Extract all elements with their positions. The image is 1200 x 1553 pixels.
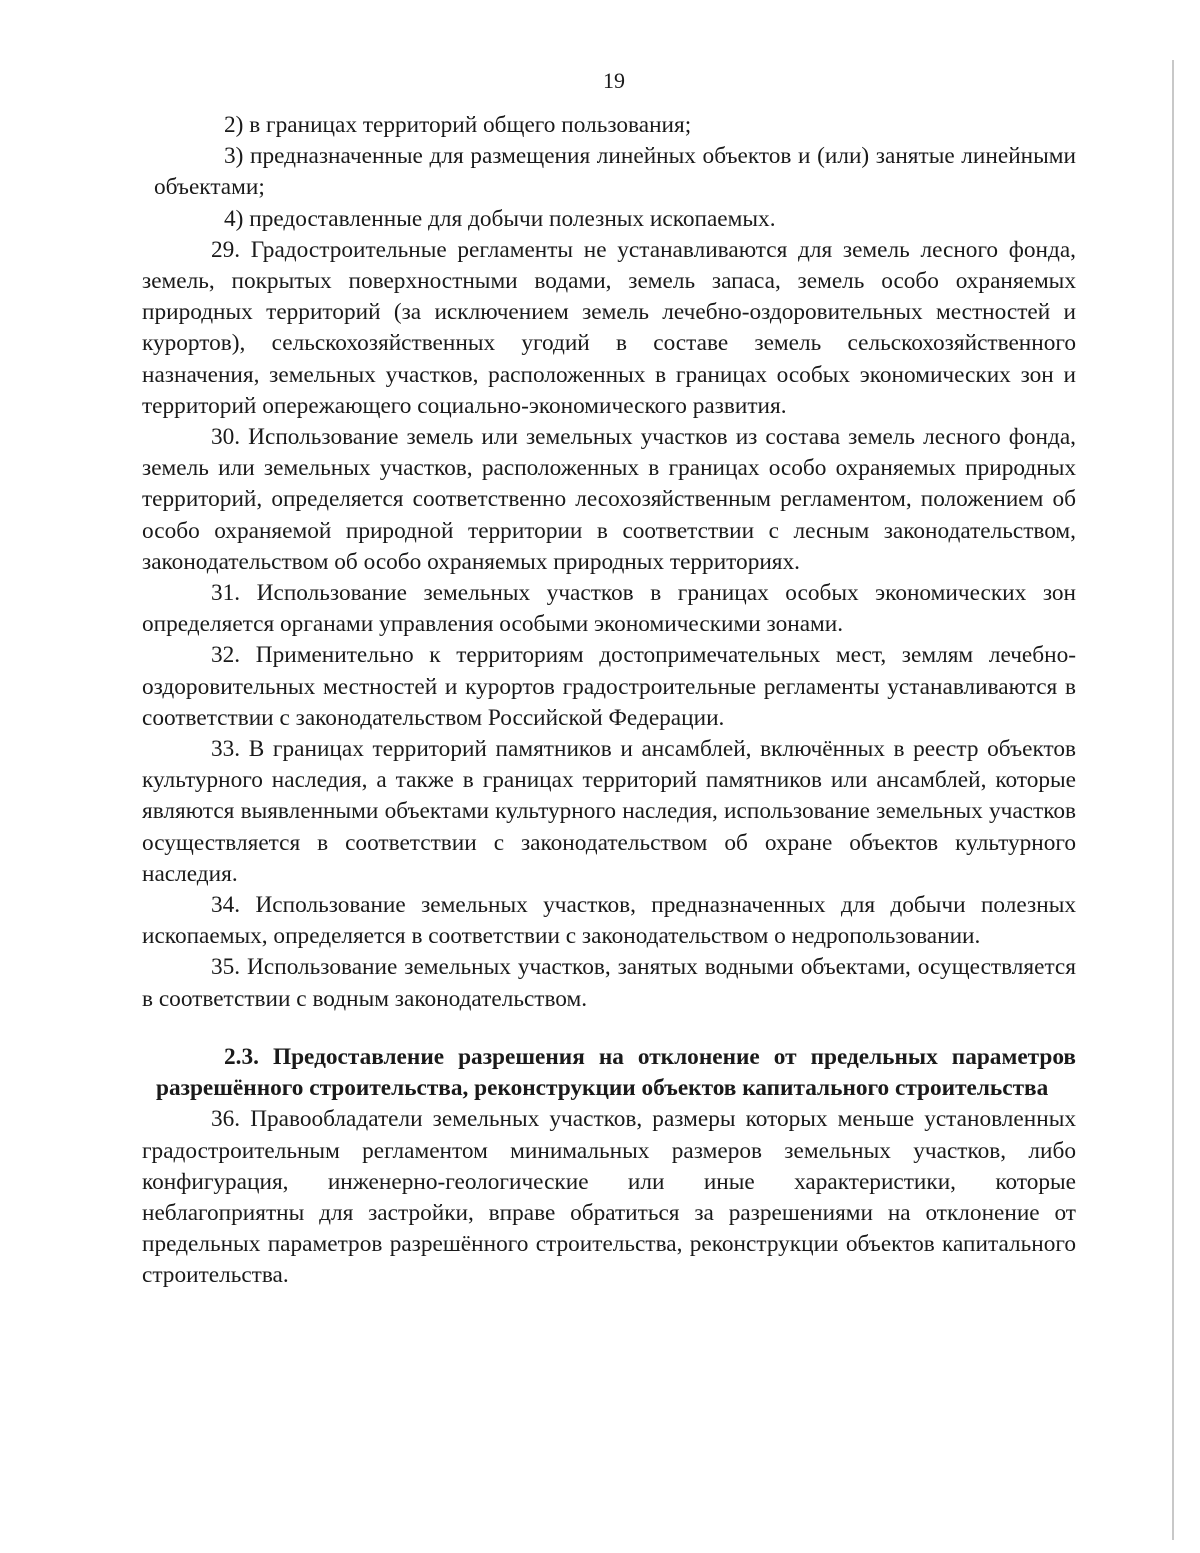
list-item-3: 3) предназначенные для размещения линейных объектов и (или) занятые линейными объектами; (154, 143, 1076, 201)
paragraph-36: 36. Правообладатели земельных участков, размеры которых меньше установленных градостроительным регламентом минимальных размеров земельных участков, либо конфигурация, инженерно-геологические или иные характеристики, которые неблагоприятны для застройки, вправе обратиться за разрешениями на отклонение от предельных параметров разрешённого строительства, реконструкции объектов капитального строительства. (142, 1106, 1076, 1289)
paragraph-29: 29. Градостроительные регламенты не устанавливаются для земель лесного фонда, земель, покрытых поверхностными водами, земель запаса, земель особо охраняемых природных территорий (за исключением земель лечебно-оздоровительных местностей и курортов), сельскохозяйственных угодий в составе земель сельскохозяйственного назначения, земельных участков, расположенных в границах особых экономических зон и территорий опережающего социально-экономического развития. (142, 236, 1076, 419)
paragraph-31: 31. Использование земельных участков в границах особых экономических зон определяется органами управления особыми экономическими зонами. (142, 580, 1076, 638)
paragraph-34: 34. Использование земельных участков, предназначенных для добычи полезных ископаемых, определяется в соответствии с законодательством о недропользовании. (142, 892, 1076, 950)
paragraph-32: 32. Применительно к территориям достопримечательных мест, землям лечебно-оздоровительных местностей и курортов градостроительные регламенты устанавливаются в соответствии с законодательством Российской Федерации. (142, 642, 1076, 731)
paragraph-35: 35. Использование земельных участков, занятых водными объектами, осуществляется в соответствии с водным законодательством. (142, 954, 1076, 1012)
paragraph-33: 33. В границах территорий памятников и ансамблей, включённых в реестр объектов культурного наследия, а также в границах территорий памятников или ансамблей, которые являются выявленными объектами культурного наследия, использование земельных участков осуществляется в соответствии с законодательством об охране объектов культурного наследия. (142, 736, 1076, 887)
list-item-4: 4) предоставленные для добычи полезных ископаемых. (224, 205, 776, 232)
document-body (142, 110, 1076, 1292)
section-heading: 2.3. Предоставление разрешения на отклонение от предельных параметров разрешённого строительства, реконструкции объектов капитального строительства (156, 1043, 1076, 1102)
list-item-2: 2) в границах территорий общего пользования; (224, 112, 692, 138)
paragraph-30: 30. Использование земель или земельных участков из состава земель лесного фонда, земель или земельных участков, расположенных в границах особо охраняемых природных территорий, определяется соответственно лесохозяйственным регламентом, положением об особо охраняемой природной территории в соответствии с лесным законодательством, законодательством об особо охраняемых природных территориях. (142, 424, 1076, 575)
page-number: 19 (603, 68, 625, 93)
scan-edge-line (1172, 60, 1174, 1540)
